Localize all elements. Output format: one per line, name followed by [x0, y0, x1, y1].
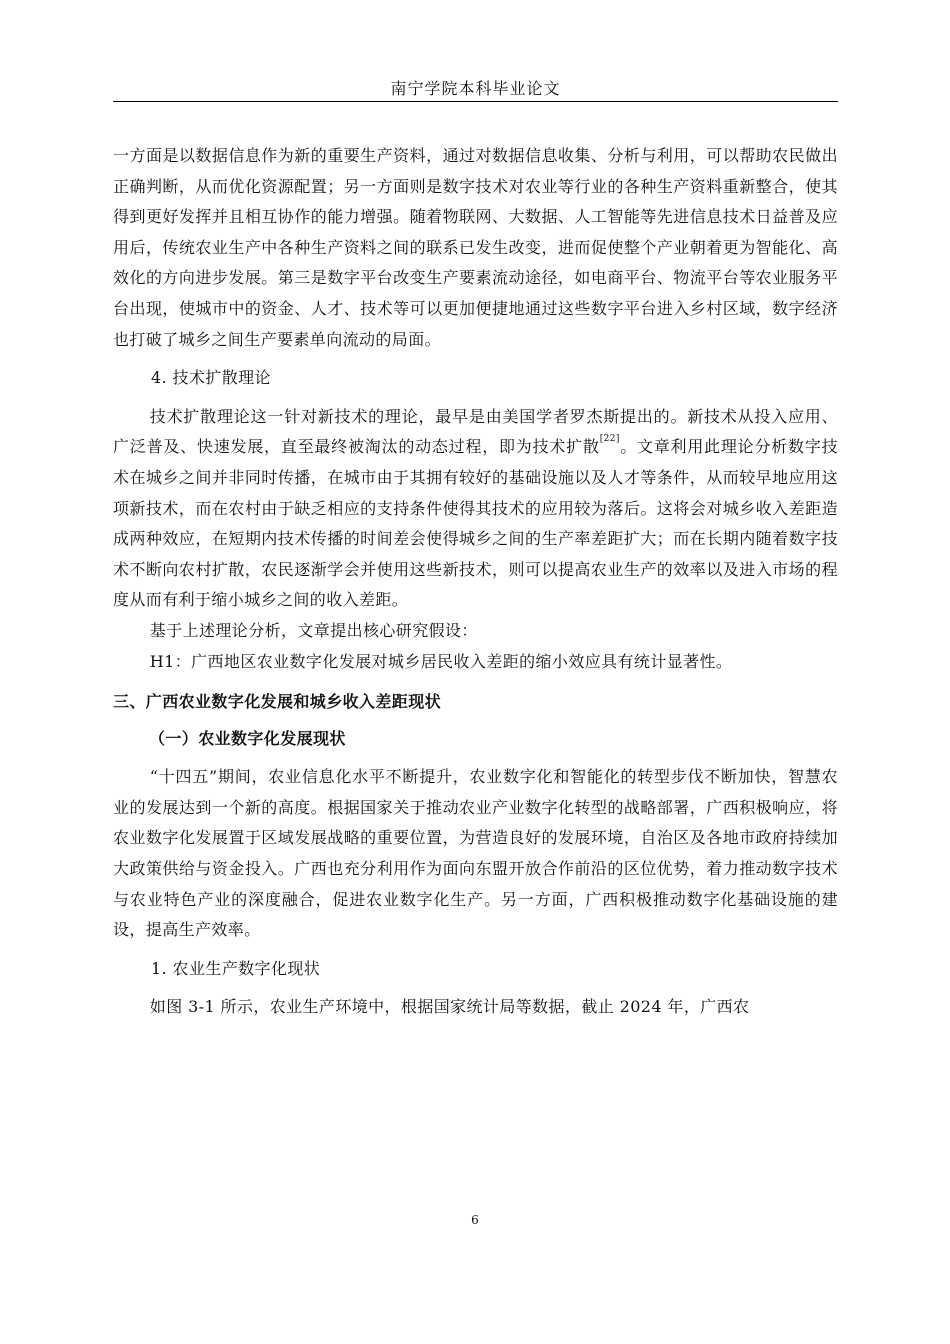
hypothesis: H1：广西地区农业数字化发展对城乡居民收入差距的缩小效应具有统计显著性。 [149, 651, 733, 671]
page-number: 6 [471, 1213, 479, 1227]
page-body [113, 141, 838, 1023]
paragraph: 如图 3-1 所示，农业生产环境中，根据国家统计局等数据，截止 2024 年，广西农 [149, 997, 750, 1017]
paragraph-text: 。文章利用此理论分析数字技术在城乡之间并非同时传播，在城市由于其拥有较好的基础设施以及人才等条件，从而较早地应用这项新技术，而在农村由于缺乏相应的支持条件使得其技术的应用较为落后。这将会对城乡收入差距造成两种效应，在短期内技术传播的时间差会使得城乡之间的生产率差距扩大；而在长期内随着数字技术不断向农村扩散，农民逐渐学会并使用这些新技术，则可以提高农业生产的效率以及进入市场的程度从而有利于缩小城乡之间的收入差距。 [113, 437, 838, 610]
header-divider [113, 101, 838, 102]
paragraph [113, 402, 838, 616]
paragraph: “十四五”期间，农业信息化水平不断提升，农业数字化和智能化的转型步伐不断加快，智慧农业的发展达到一个新的高度。根据国家关于推动农业产业数字化转型的战略部署，广西积极响应，将农业数字化发展置于区域发展战略的重要位置，为营造良好的发展环境，自治区及各地市政府持续加大政策供给与资金投入。广西也充分利用作为面向东盟开放合作前沿的区位优势，着力推动数字技术与农业特色产业的深度融合，促进农业数字化生产。另一方面，广西积极推动数字化基础设施的建设，提高生产效率。 [113, 767, 838, 940]
running-header: 南宁学院本科毕业论文 [390, 79, 561, 98]
paragraph: 一方面是以数据信息作为新的重要生产资料，通过对数据信息收集、分析与利用，可以帮助农民做出正确判断，从而优化资源配置；另一方面则是数字技术对农业等行业的各种生产资料重新整合，使其得到更好发挥并且相互协作的能力增强。随着物联网、大数据、人工智能等先进信息技术日益普及应用后，传统农业生产中各种生产资料之间的联系已发生改变，进而促使整个产业朝着更为智能化、高效化的方向进步发展。第三是数字平台改变生产要素流动途径，如电商平台、物流平台等农业服务平台出现，使城市中的资金、人才、技术等可以更加便捷地通过这些数字平台进入乡村区域，数字经济也打破了城乡之间生产要素单向流动的局面。 [113, 146, 838, 349]
paragraph-text: 技术扩散理论这一针对新技术的理论，最早是由美国学者罗杰斯提出的。新技术从投入应用、广泛普及、快速发展，直至最终被淘汰的动态过程，即为技术扩散 [113, 406, 838, 457]
section-heading: 三、广西农业数字化发展和城乡收入差距现状 [113, 692, 442, 712]
citation-ref: [22] [599, 434, 620, 445]
paragraph: 基于上述理论分析，文章提出核心研究假设： [149, 620, 478, 640]
subheading-technology-diffusion: 4. 技术扩散理论 [151, 368, 271, 388]
subheading-agri-production: 1. 农业生产数字化现状 [151, 958, 321, 978]
subsection-heading: （一）农业数字化发展现状 [149, 728, 346, 748]
